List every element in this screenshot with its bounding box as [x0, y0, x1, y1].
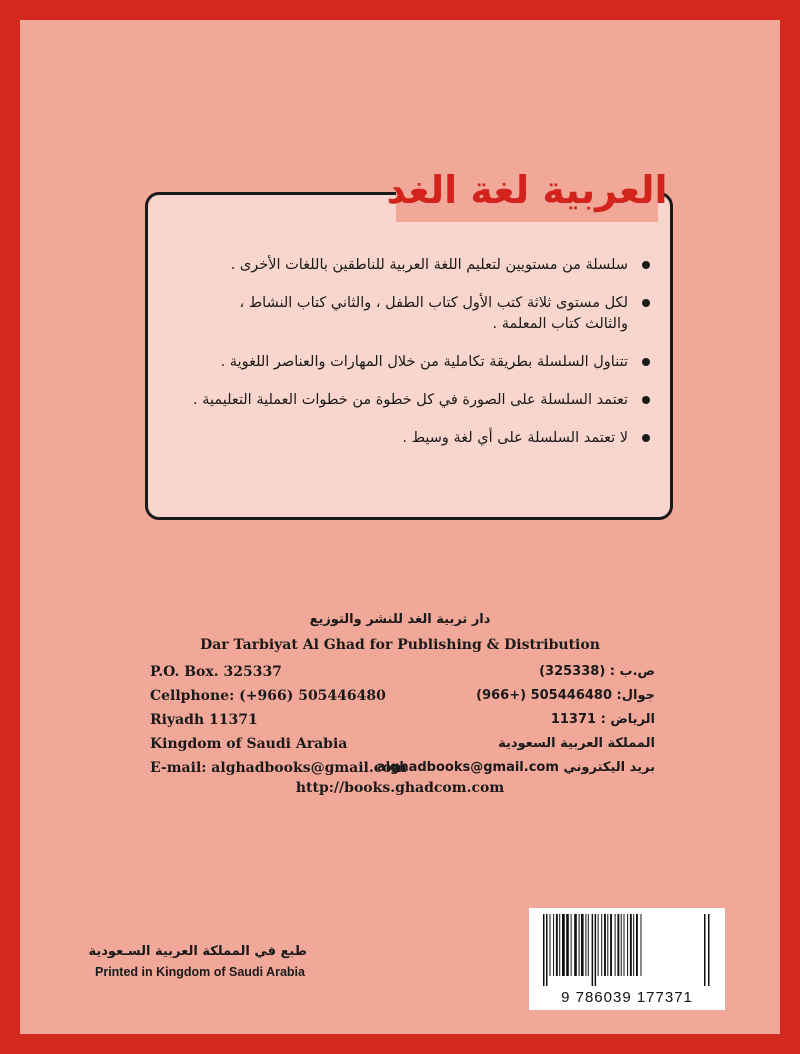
feature-item	[192, 428, 652, 449]
barcode-bars	[541, 914, 713, 986]
info-box	[145, 192, 673, 520]
bullet-icon	[642, 434, 650, 442]
website-link[interactable]: http://books.ghadcom.com	[295, 780, 505, 796]
isbn-barcode	[529, 908, 725, 1010]
series-title-text: العربية لغة الغد	[386, 168, 668, 212]
cellphone-en: Cellphone: (+966) 505446480	[150, 688, 386, 704]
feature-list	[192, 255, 652, 466]
bullet-icon	[642, 299, 650, 307]
city-en: Riyadh 11371	[150, 712, 258, 728]
bullet-icon	[642, 396, 650, 404]
country-en: Kingdom of Saudi Arabia	[150, 736, 348, 752]
feature-text: سلسلة من مستويين لتعليم اللغة العربية للناطقين باللغات الأخرى .	[230, 257, 628, 273]
publisher-name-ar: دار تربية الغد للنشر والتوزيع	[309, 612, 491, 627]
series-title	[386, 158, 668, 222]
bullet-icon	[642, 358, 650, 366]
email-en: E-mail: alghadbooks@gmail.com	[150, 760, 407, 776]
feature-text: تعتمد السلسلة على الصورة في كل خطوة من خطوات العملية التعليمية .	[192, 392, 628, 408]
publisher-name-en: Dar Tarbiyat Al Ghad for Publishing & Distribution	[200, 637, 600, 653]
po-box-ar: ص.ب : (325338)	[539, 664, 655, 679]
country-ar: المملكة العربية السعودية	[498, 736, 655, 751]
feature-text: تتناول السلسلة بطريقة تكاملية من خلال المهارات والعناصر اللغوية .	[220, 354, 628, 370]
printed-in-en: Printed in Kingdom of Saudi Arabia	[95, 965, 305, 979]
feature-item	[192, 352, 652, 373]
printed-in	[88, 944, 307, 979]
printed-in-ar: طبع في المملكة العربية السـعودية	[88, 944, 307, 959]
feature-text: لا تعتمد السلسلة على أي لغة وسيط .	[402, 430, 628, 446]
feature-item	[192, 390, 652, 411]
feature-text: لكل مستوى ثلاثة كتب الأول كتاب الطفل ، والثاني كتاب النشاط ، والثالث كتاب المعلمة .	[239, 295, 628, 332]
feature-item	[192, 255, 652, 276]
city-ar: الرياض : 11371	[550, 712, 655, 727]
po-box-en: P.O. Box. 325337	[150, 664, 282, 680]
bullet-icon	[642, 261, 650, 269]
barcode-number: 9 786039 177371	[561, 989, 693, 1006]
feature-item	[192, 293, 652, 335]
cellphone-ar: جوال: 505446480 (+966)	[476, 688, 655, 703]
email-ar: بريد اليكتروني alghadbooks@gmail.com	[376, 760, 655, 775]
